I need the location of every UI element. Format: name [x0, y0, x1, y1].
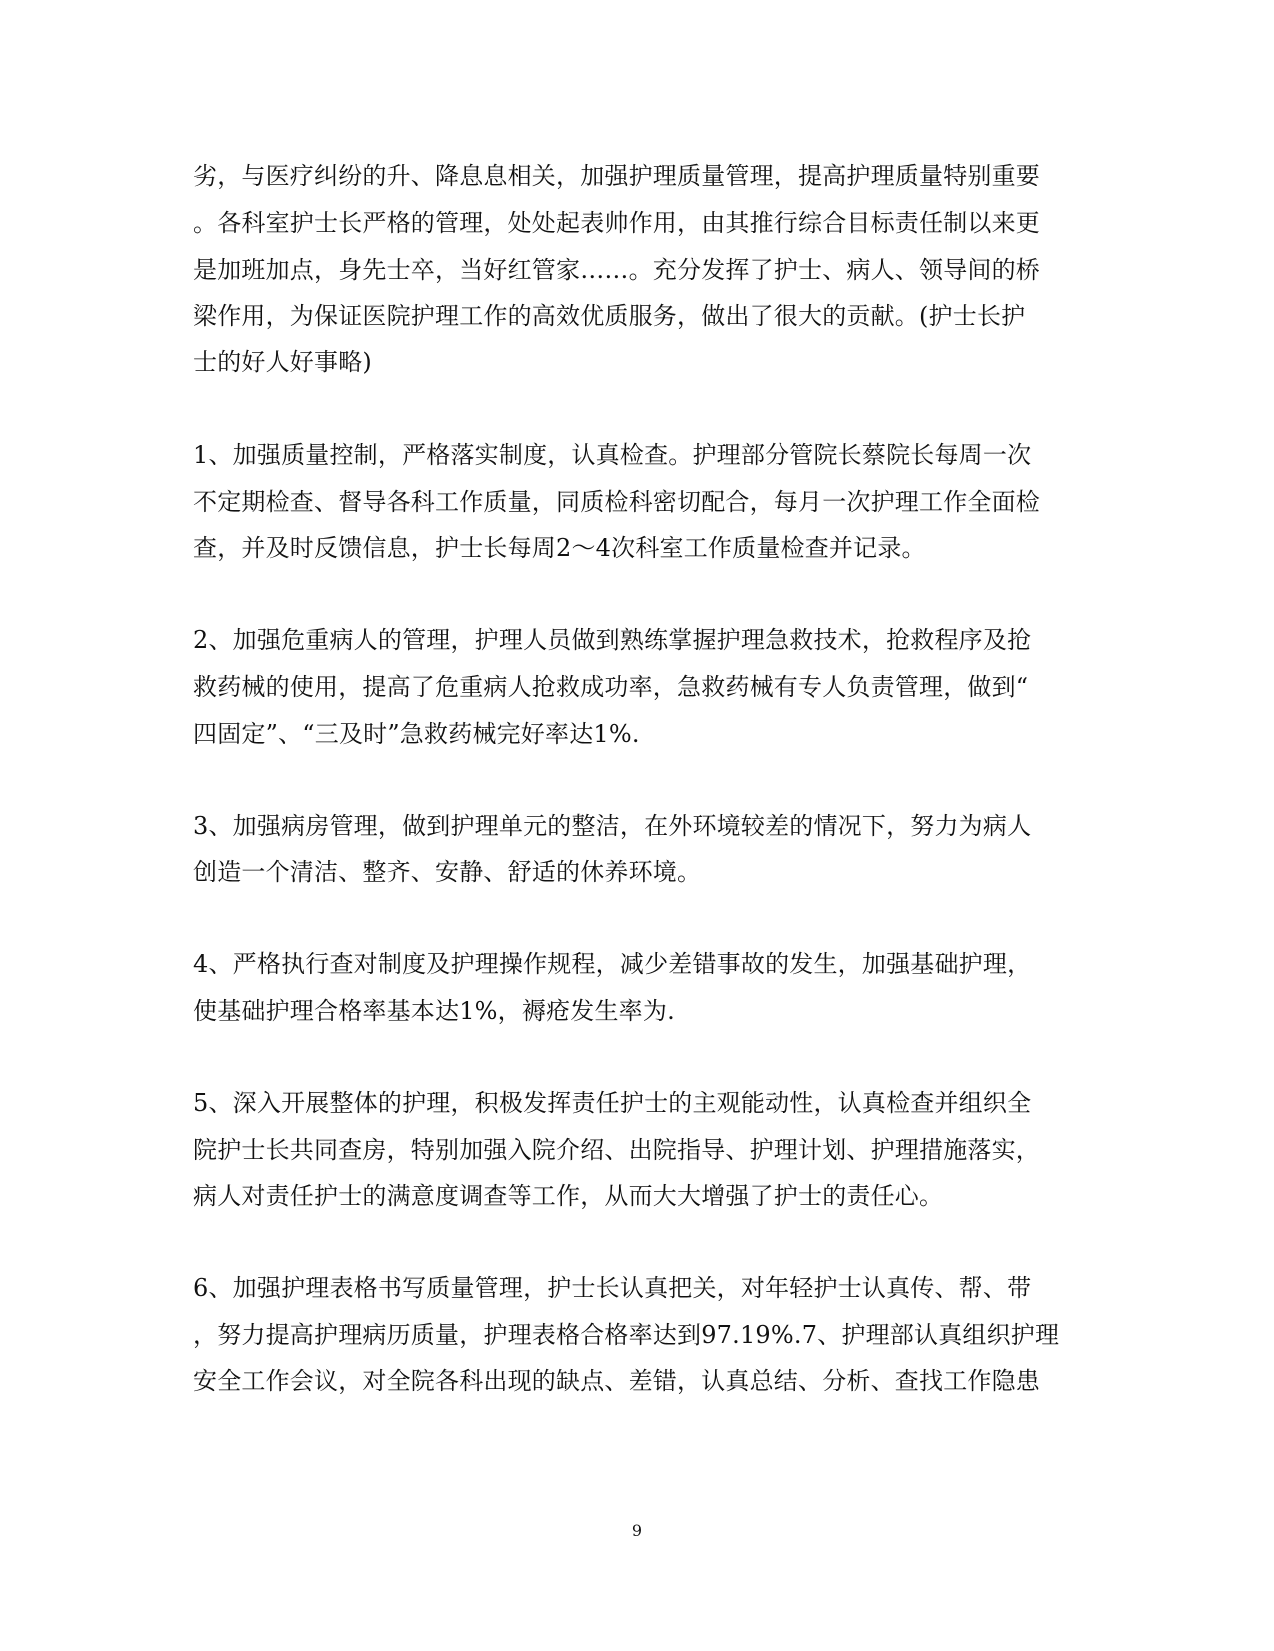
- text-line: 病人对责任护士的满意度调查等工作，从而大大增强了护士的责任心。: [193, 1182, 944, 1210]
- text-line: 安全工作会议，对全院各科出现的缺点、差错，认真总结、分析、查找工作隐患: [193, 1367, 1040, 1395]
- text-line: 查，并及时反馈信息，护士长每周2～4次科室工作质量检查并记录。: [193, 534, 926, 562]
- text-line: 。各科室护士长严格的管理，处处起表帅作用，由其推行综合目标责任制以来更: [193, 209, 1040, 237]
- text-line: 四固定”、“三及时”急救药械完好率达1%.: [193, 720, 640, 748]
- text-line: 1、加强质量控制，严格落实制度，认真检查。护理部分管院长蔡院长每周一次: [193, 441, 1032, 469]
- text-line: 使基础护理合格率基本达1%，褥疮发生率为.: [193, 997, 675, 1025]
- text-line: 梁作用，为保证医院护理工作的高效优质服务，做出了很大的贡献。(护士长护: [193, 302, 1026, 330]
- text-line: 院护士长共同查房，特别加强入院介绍、出院指导、护理计划、护理措施落实，: [193, 1136, 1040, 1164]
- text-line: 不定期检查、督导各科工作质量，同质检科密切配合，每月一次护理工作全面检: [193, 488, 1040, 516]
- text-line: ，努力提高护理病历质量，护理表格合格率达到97.19%.7、护理部认真组织护理: [193, 1321, 1060, 1349]
- text-line: 3、加强病房管理，做到护理单元的整洁，在外环境较差的情况下，努力为病人: [193, 812, 1032, 840]
- text-line: 2、加强危重病人的管理，护理人员做到熟练掌握护理急救技术，抢救程序及抢: [193, 626, 1032, 654]
- page-number: 9: [631, 1521, 643, 1540]
- text-line: 士的好人好事略): [193, 348, 372, 376]
- text-line: 6、加强护理表格书写质量管理，护士长认真把关，对年轻护士认真传、帮、带: [193, 1274, 1032, 1302]
- text-line: 4、严格执行查对制度及护理操作规程，减少差错事故的发生，加强基础护理，: [193, 950, 1032, 978]
- text-line: 劣，与医疗纠纷的升、降息息相关，加强护理质量管理，提高护理质量特别重要: [193, 162, 1040, 190]
- text-line: 是加班加点，身先士卒，当好红管家……。充分发挥了护士、病人、领导间的桥: [193, 256, 1040, 284]
- text-line: 5、深入开展整体的护理，积极发挥责任护士的主观能动性，认真检查并组织全: [193, 1089, 1032, 1117]
- text-line: 创造一个清洁、整齐、安静、舒适的休养环境。: [193, 858, 702, 886]
- text-line: 救药械的使用，提高了危重病人抢救成功率，急救药械有专人负责管理，做到“: [193, 673, 1029, 701]
